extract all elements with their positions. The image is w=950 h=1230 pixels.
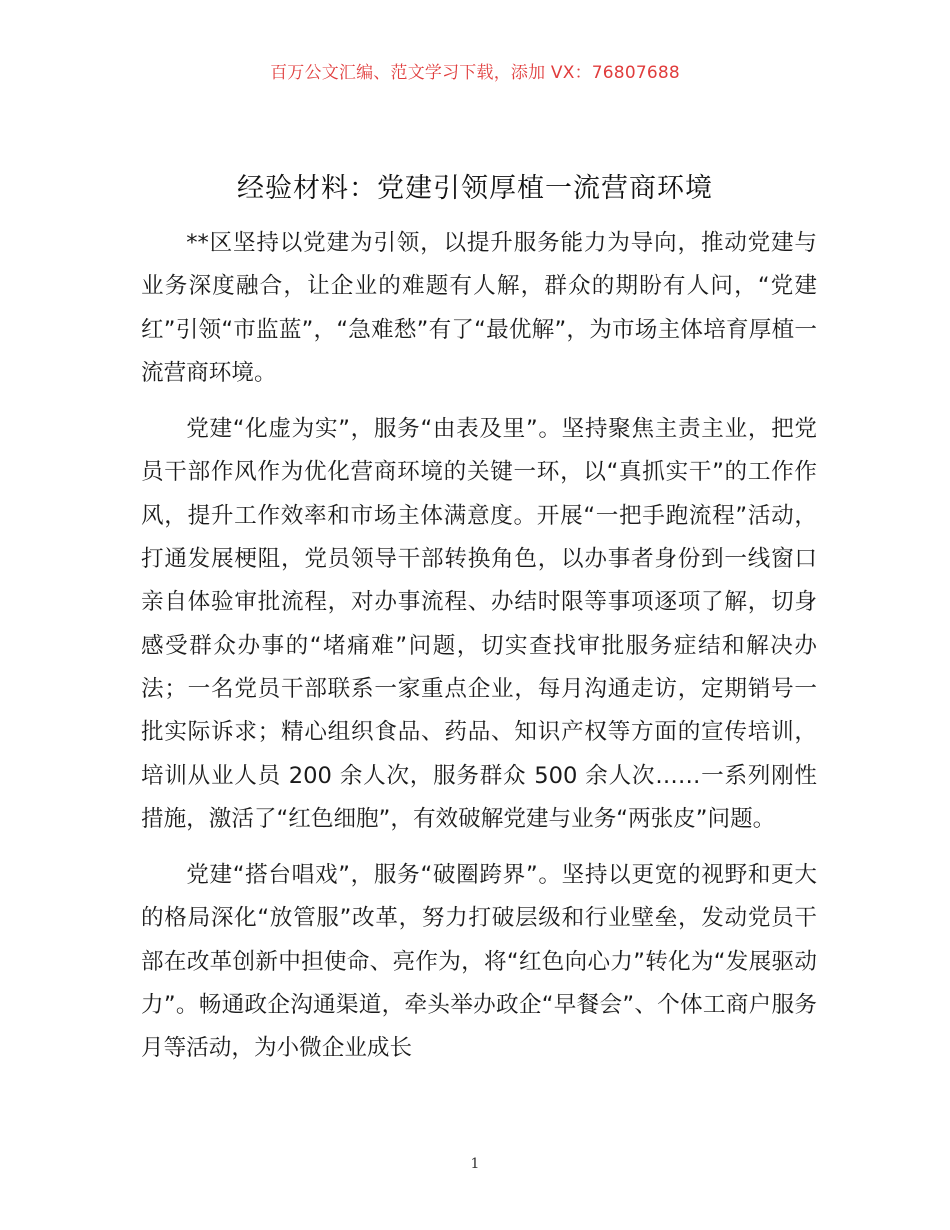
watermark-header: 百万公文汇编、范文学习下载，添加 VX：76807688 <box>270 63 680 83</box>
paragraph: **区坚持以党建为引领，以提升服务能力为导向，推动党建与业务深度融合，让企业的难题有人解，群众的期盼有人问，“党建红”引领“市监蓝”，“急难愁”有了“最优解”，为市场主体培育厚植一流营商环境。 <box>141 230 817 386</box>
paragraph: 党建“搭台唱戏”，服务“破圈跨界”。坚持以更宽的视野和更大的格局深化“放管服”改革，努力打破层级和行业壁垒，发动党员干部在改革创新中担使命、亮作为，将“红色向心力”转化为“发展驱动力”。畅通政企沟通渠道，牵头举办政企“早餐会”、个体工商户服务月等活动，为小微企业成长 <box>141 862 817 1062</box>
page-number: 1 <box>470 1156 480 1172</box>
document-title: 经验材料：党建引领厚植一流营商环境 <box>237 173 713 204</box>
document-body <box>141 222 817 1084</box>
paragraph: 党建“化虚为实”，服务“由表及里”。坚持聚焦主责主业，把党员干部作风作为优化营商环境的关键一环，以“真抓实干”的工作作风，提升工作效率和市场主体满意度。开展“一把手跑流程”活动，打通发展梗阻，党员领导干部转换角色，以办事者身份到一线窗口亲自体验审批流程，对办事流程、办结时限等事项逐项了解，切身感受群众办事的“堵痛难”问题，切实查找审批服务症结和解决办法；一名党员干部联系一家重点企业，每月沟通走访，定期销号一批实际诉求；精心组织食品、药品、知识产权等方面的宣传培训，培训从业人员 200 余人次，服务群众 500 余人次……一系列刚性措施，激活了“红色细胞”，有效破解党建与业务“两张皮”问题。 <box>141 416 817 832</box>
